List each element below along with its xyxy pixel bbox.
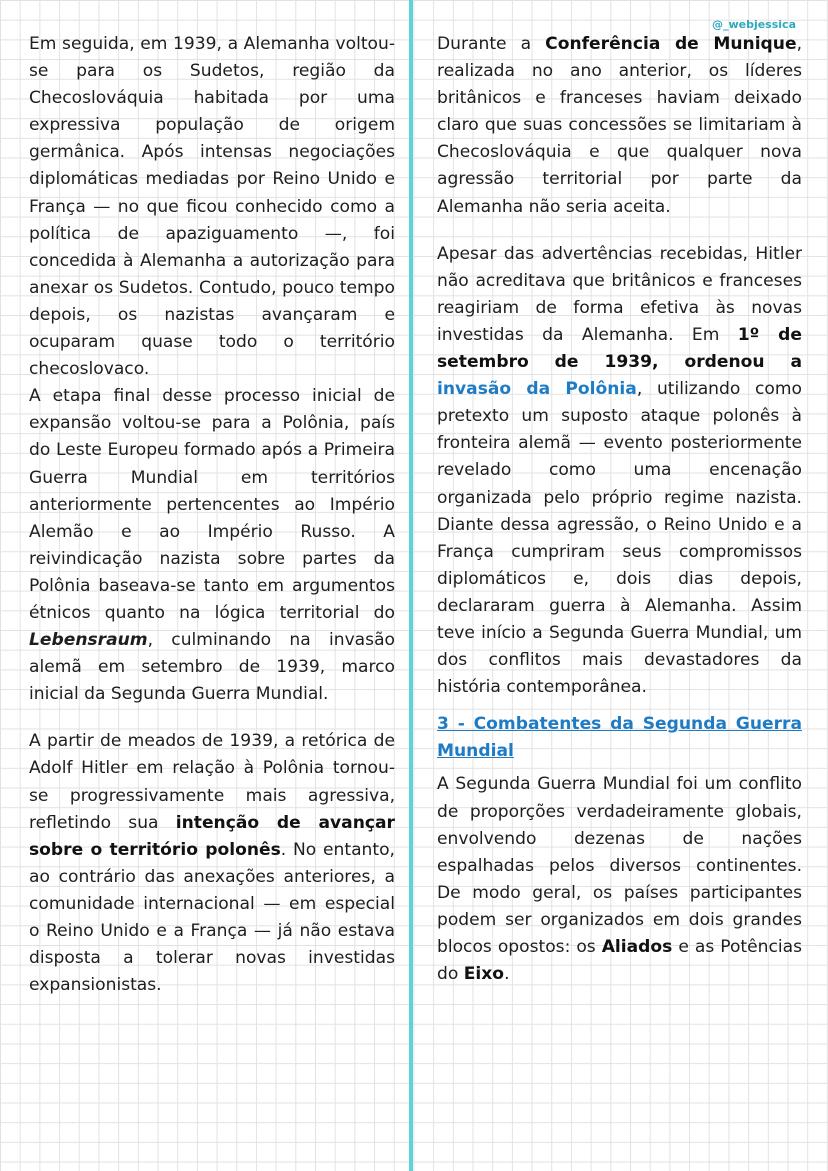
term-lebensraum: Lebensraum (29, 630, 148, 651)
highlight-eixo: Eixo (463, 964, 505, 985)
paragraph-invasao-polonia: Apesar das advertências recebidas, Hitler não acreditava que britânicos e franceses reagiriam de forma efetiva às novas investidas da Alemanha. Em 1º de setembro de 1939, ordenou a invasão da Polônia, utilizando como pretexto um suposto ataque polonês à fronteira alemã — evento posteriormente revelado como uma encenação organizada pelo próprio regime nazista. Diante dessa agressão, o Reino Unido e a França cumpriram seus compromissos diplomáticos e, dois dias depois, declararam guerra à Alemanha. Assim teve início a Segunda Guerra Mundial, um dos conflitos mais devastadores da história contemporânea. (437, 243, 802, 698)
left-column (29, 31, 395, 999)
link-invasao-polonia[interactable]: invasão da Polônia (437, 379, 637, 400)
paragraph-combatentes: A Segunda Guerra Mundial foi um conflito de proporções verdadeiramente globais, envolvendo dezenas de nações espalhadas pelos diversos continentes. De modo geral, os países participantes podem ser organizados em dois grandes blocos opostos: os Aliados e as Potências do Eixo. (437, 774, 802, 985)
paragraph-retorica-hitler: A partir de meados de 1939, a retórica de Adolf Hitler em relação à Polônia tornou-se progressivamente mais agressiva, refletindo sua intenção de avançar sobre o território polonês. No entanto, ao contrário das anexações anteriores, a comunidade internacional — em especial o Reino Unido e a França — já não estava disposta a tolerar novas investidas expansionistas. (29, 731, 395, 996)
watermark: @_webjessica (711, 18, 796, 31)
highlight-aliados: Aliados (601, 937, 673, 957)
section-heading: 3 - Combatentes da Segunda Guerra Mundial (437, 714, 802, 762)
highlight-intencao: intenção de avançar sobre o território polonês (29, 812, 395, 860)
column-divider (409, 0, 413, 1171)
right-column (437, 31, 802, 988)
highlight-conferencia: Conferência de Munique (545, 34, 797, 54)
paragraph-polonia-expansao: A etapa final desse processo inicial de expansão voltou-se para a Polônia, país do Leste Europeu formado após a Primeira Guerra Mundial em territórios anteriormente pertencentes ao Império Alemão e ao Império Russo. A reivindicação nazista sobre partes da Polônia baseava-se tanto em argumentos étnicos quanto na lógica territorial do Lebensraum, culminando na invasão alemã em setembro de 1939, marco inicial da Segunda Guerra Mundial. (29, 386, 395, 705)
paragraph-conferencia-munique: Durante a Conferência de Munique, realizada no ano anterior, os líderes britânicos e franceses haviam deixado claro que suas concessões se limitariam à Checoslováquia e que qualquer nova agressão territorial por parte da Alemanha não seria aceita. (437, 34, 802, 217)
highlight-data: 1º de setembro de 1939, ordenou a (437, 324, 802, 373)
paragraph-sudetos: Em seguida, em 1939, a Alemanha voltou-se para os Sudetos, região da Checoslováquia habitada por uma expressiva população de origem germânica. Após intensas negociações diplomáticas mediadas por Reino Unido e França — no que ficou conhecido como a política de apaziguamento —, foi concedida à Alemanha a autorização para anexar os Sudetos. Contudo, pouco tempo depois, os nazistas avançaram e ocuparam quase todo o território checoslovaco. (29, 34, 395, 380)
